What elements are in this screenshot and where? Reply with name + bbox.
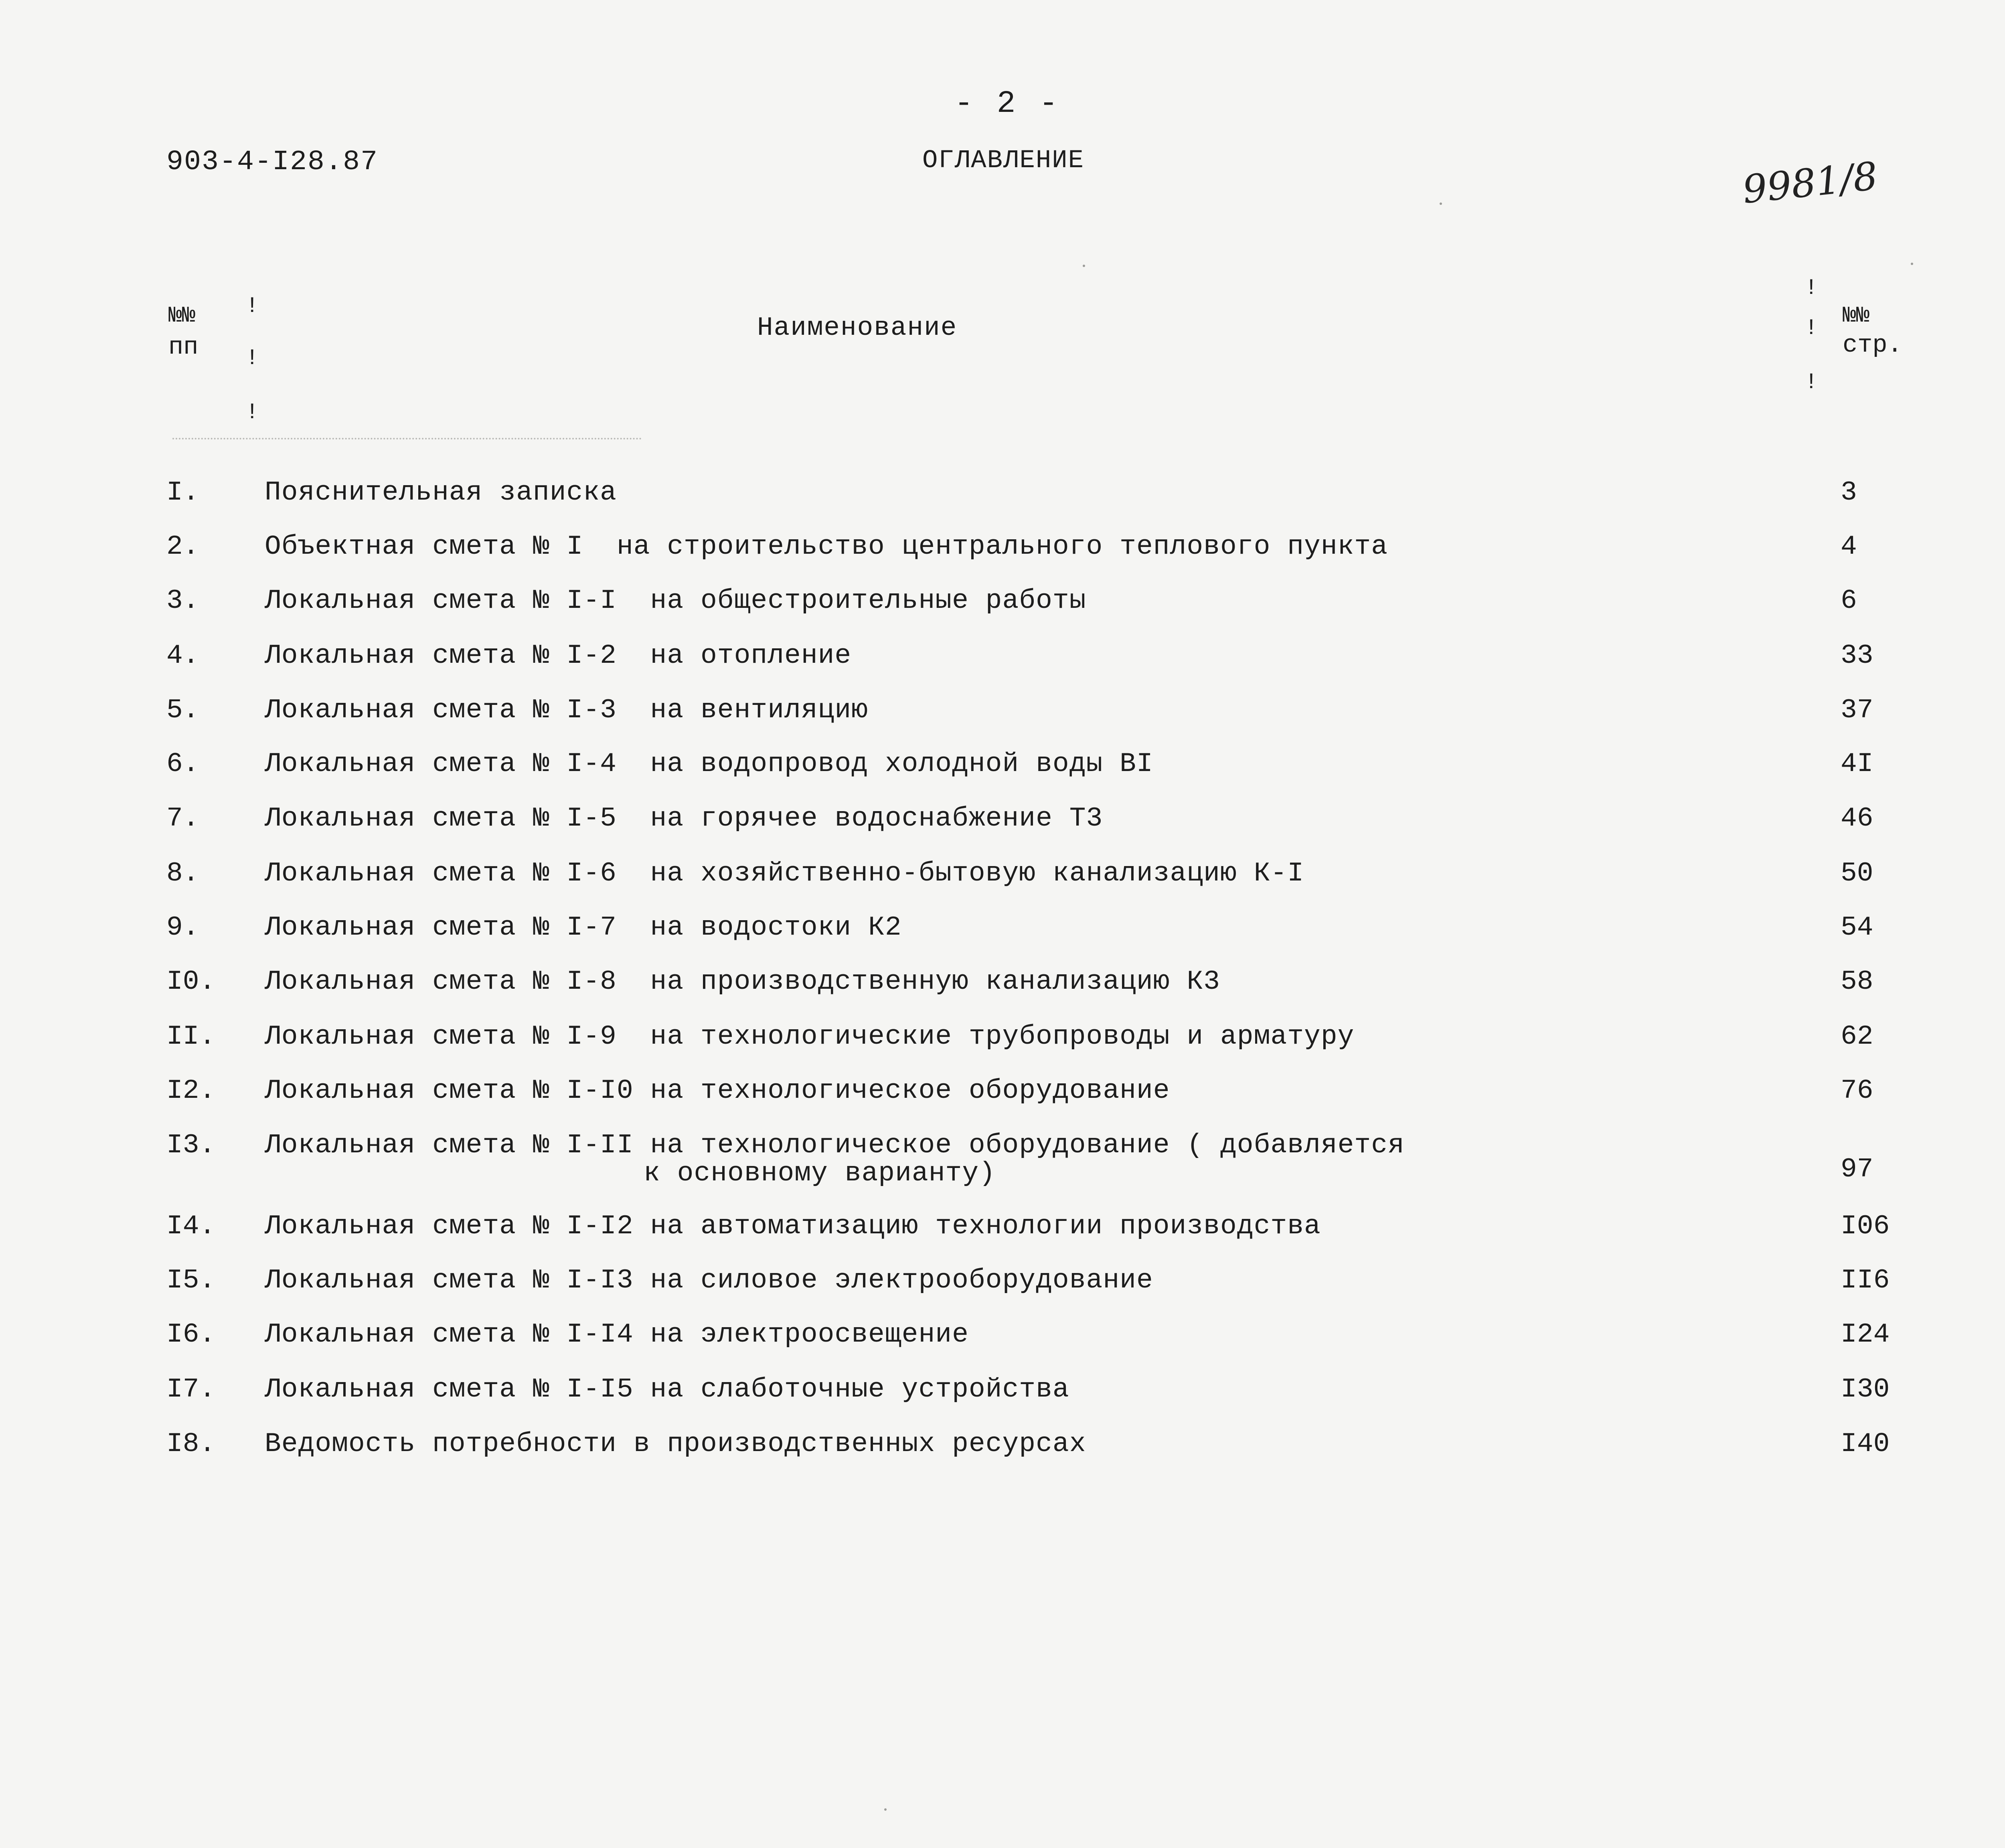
toc-item-number: 6. [166,749,199,779]
toc-row [0,1211,2005,1247]
toc-item-page: 97 [1841,1154,1873,1185]
toc-item-title: Объектная смета № I на строительство центрального теплового пункта [265,531,1388,562]
page-number: - 2 - [954,86,1061,121]
toc-item-page: 3 [1841,477,1857,508]
toc-item-page: 37 [1841,695,1873,726]
toc-item-page: 54 [1841,912,1873,943]
column-separator-mark: ! [1804,369,1818,395]
toc-item-number: I7. [166,1374,216,1405]
toc-item-title: Локальная смета № I-6 на хозяйственно-бытовую канализацию К-I [265,858,1304,889]
toc-item-number: 7. [166,803,199,834]
toc-row [0,1021,2005,1057]
toc-row [0,858,2005,894]
toc-row [0,585,2005,621]
column-separator-mark: ! [245,345,259,371]
toc-row [0,531,2005,567]
toc-item-page: 76 [1841,1075,1873,1106]
column-separator-mark: ! [245,399,259,425]
toc-item-page: 33 [1841,640,1873,671]
header-number-label: №№ [168,303,196,328]
toc-item-page: 62 [1841,1021,1873,1052]
toc-row [0,477,2005,513]
toc-item-number: 4. [166,640,199,671]
document-code: 903-4-I28.87 [166,146,379,178]
toc-item-title: Локальная смета № I-4 на водопровод холодной воды BI [265,749,1153,779]
toc-item-page: I06 [1841,1211,1890,1242]
toc-item-title: Локальная смета № I-I2 на автоматизацию технологии производства [265,1211,1321,1242]
toc-item-title: Локальная смета № I-I5 на слаботочные устройства [265,1374,1069,1405]
scan-speck [884,1808,887,1811]
column-separator-mark: ! [245,293,259,319]
toc-item-number: I2. [166,1075,216,1106]
scan-speck [1911,263,1913,265]
toc-item-title-continuation: к основному варианту) [644,1158,996,1189]
toc-item-title: Пояснительная записка [265,477,617,508]
toc-item-title: Локальная смета № I-I0 на технологическое оборудование [265,1075,1170,1106]
toc-item-number: I3. [166,1130,216,1161]
toc-item-page: 4I [1841,749,1873,779]
toc-item-number: II. [166,1021,216,1052]
toc-row [0,1429,2005,1465]
header-rule [172,438,642,439]
toc-row [0,912,2005,948]
toc-item-number: I6. [166,1319,216,1350]
toc-item-page: 50 [1841,858,1873,889]
toc-item-number: 3. [166,585,199,616]
toc-item-number: 9. [166,912,199,943]
toc-row [0,1374,2005,1410]
column-separator-mark: ! [1804,275,1818,301]
toc-item-title: Локальная смета № I-3 на вентиляцию [265,695,869,726]
toc-item-number: 2. [166,531,199,562]
toc-item-title: Локальная смета № I-9 на технологические трубопроводы и арматуру [265,1021,1355,1052]
toc-item-page: I40 [1841,1429,1890,1459]
toc-item-page: 6 [1841,585,1857,616]
document-title: ОГЛАВЛЕНИЕ [922,146,1085,175]
toc-item-page: I30 [1841,1374,1890,1405]
scan-speck [1440,202,1442,205]
toc-item-number: I5. [166,1265,216,1296]
toc-item-page: II6 [1841,1265,1890,1296]
toc-item-page: I24 [1841,1319,1890,1350]
toc-item-title: Ведомость потребности в производственных ресурсах [265,1429,1086,1459]
toc-row [0,695,2005,731]
toc-row [0,749,2005,785]
toc-item-title: Локальная смета № I-I3 на силовое электрооборудование [265,1265,1153,1296]
toc-item-page: 4 [1841,531,1857,562]
header-page-sublabel: стр. [1843,331,1902,359]
toc-row [0,1130,2005,1202]
toc-item-number: 8. [166,858,199,889]
toc-item-number: 5. [166,695,199,726]
toc-item-page: 46 [1841,803,1873,834]
toc-item-title: Локальная смета № I-2 на отопление [265,640,852,671]
header-page-label: №№ [1843,303,1870,328]
toc-item-number: I0. [166,966,216,997]
toc-row [0,1075,2005,1111]
toc-row [0,640,2005,676]
toc-item-number: I. [166,477,199,508]
header-number-sublabel: пп [168,333,198,361]
toc-row [0,1319,2005,1355]
toc-item-page: 58 [1841,966,1873,997]
toc-row [0,1265,2005,1301]
toc-item-title: Локальная смета № I-5 на горячее водоснабжение T3 [265,803,1103,834]
toc-row [0,966,2005,1002]
toc-item-title: Локальная смета № I-7 на водостоки К2 [265,912,902,943]
toc-item-title: Локальная смета № I-I4 на электроосвещение [265,1319,969,1350]
scan-speck [1083,265,1085,267]
toc-item-title: Локальная смета № I-I на общестроительные работы [265,585,1086,616]
header-name-label: Наименование [757,313,958,343]
toc-item-number: I4. [166,1211,216,1242]
toc-item-number: I8. [166,1429,216,1459]
column-separator-mark: ! [1804,315,1818,341]
toc-item-title: Локальная смета № I-II на технологическое оборудование ( добавляется [265,1130,1405,1161]
handwritten-archive-number: 9981/8 [1740,153,1880,213]
toc-item-title: Локальная смета № I-8 на производственную канализацию К3 [265,966,1220,997]
toc-row [0,803,2005,839]
